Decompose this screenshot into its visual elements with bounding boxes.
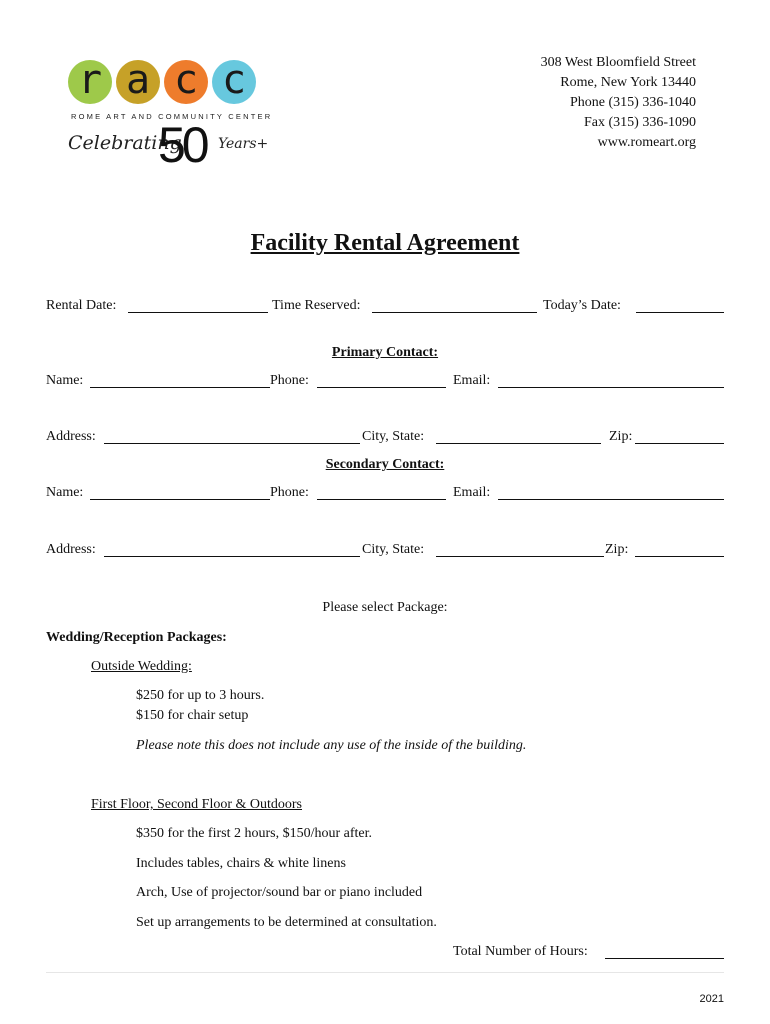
primary-phone-field[interactable] <box>317 375 446 388</box>
logo-circle-a <box>116 57 160 104</box>
secondary-city-state-field[interactable] <box>436 544 604 557</box>
secondary-address-label: Address: <box>46 542 96 557</box>
secondary-address-field[interactable] <box>104 544 360 557</box>
primary-email-field[interactable] <box>498 375 724 388</box>
logo-circle-c1 <box>164 57 208 104</box>
address-block <box>541 53 696 153</box>
primary-name-label: Name: <box>46 373 84 388</box>
rental-date-field[interactable] <box>128 300 268 313</box>
logo-circle-c2 <box>212 57 256 104</box>
logo-letter: c <box>221 57 247 103</box>
secondary-email-field[interactable] <box>498 487 724 500</box>
address-street: 308 West Bloomfield Street <box>540 55 696 70</box>
primary-zip-label: Zip: <box>609 429 633 444</box>
primary-address-field[interactable] <box>104 431 360 444</box>
select-package-prompt: Please select Package: <box>322 600 448 615</box>
primary-phone-label: Phone: <box>270 373 309 388</box>
first-floor-line4: Set up arrangements to be determined at consultation. <box>136 915 437 930</box>
time-reserved-field[interactable] <box>372 300 537 313</box>
footer-divider <box>46 972 724 973</box>
logo-celebrating: Celebrating <box>68 132 182 154</box>
todays-date-label: Today’s Date: <box>543 298 621 313</box>
address-phone: Phone (315) 336-1040 <box>570 95 696 110</box>
secondary-city-state-label: City, State: <box>362 542 425 557</box>
secondary-zip-label: Zip: <box>605 542 629 557</box>
first-floor-heading: First Floor, Second Floor & Outdoors <box>91 797 303 812</box>
logo-circle-r <box>68 57 112 104</box>
first-floor-line3: Arch, Use of projector/sound bar or piano included <box>136 885 423 900</box>
address-city: Rome, New York 13440 <box>560 75 696 90</box>
logo-years: Years+ <box>218 136 269 152</box>
total-hours-field[interactable] <box>605 946 724 959</box>
primary-city-state-field[interactable] <box>436 431 601 444</box>
address-fax: Fax (315) 336-1090 <box>584 115 696 130</box>
logo-letter: r <box>77 57 103 103</box>
primary-address-label: Address: <box>46 429 96 444</box>
secondary-name-field[interactable] <box>90 487 270 500</box>
logo-letter: c <box>173 57 199 103</box>
rental-date-label: Rental Date: <box>46 298 117 313</box>
outside-wedding-note: Please note this does not include any use of the inside of the building. <box>136 738 527 753</box>
outside-wedding-line2: $150 for chair setup <box>136 708 249 723</box>
logo-fifty: 50 <box>158 117 206 173</box>
primary-city-state-label: City, State: <box>362 429 425 444</box>
secondary-name-label: Name: <box>46 485 84 500</box>
first-floor-line1: $350 for the first 2 hours, $150/hour after. <box>136 826 373 841</box>
outside-wedding-heading: Outside Wedding: <box>91 659 192 674</box>
primary-email-label: Email: <box>453 373 491 388</box>
secondary-phone-field[interactable] <box>317 487 446 500</box>
secondary-phone-label: Phone: <box>270 485 309 500</box>
secondary-email-label: Email: <box>453 485 491 500</box>
address-web[interactable]: www.romeart.org <box>597 135 696 150</box>
logo-letter: a <box>125 57 151 103</box>
primary-contact-heading: Primary Contact: <box>331 345 439 360</box>
primary-zip-field[interactable] <box>635 431 724 444</box>
first-floor-line2: Includes tables, chairs & white linens <box>136 856 346 871</box>
logo-subtitle: ROME ART AND COMMUNITY CENTER <box>71 112 273 121</box>
packages-heading: Wedding/Reception Packages: <box>46 630 227 645</box>
primary-name-field[interactable] <box>90 375 270 388</box>
time-reserved-label: Time Reserved: <box>272 298 361 313</box>
racc-logo <box>66 56 286 171</box>
todays-date-field[interactable] <box>636 300 724 313</box>
outside-wedding-line1: $250 for up to 3 hours. <box>136 688 265 703</box>
footer-year: 2021 <box>699 993 724 1005</box>
secondary-zip-field[interactable] <box>635 544 724 557</box>
document-title: Facility Rental Agreement <box>250 230 520 256</box>
total-hours-label: Total Number of Hours: <box>453 944 588 959</box>
secondary-contact-heading: Secondary Contact: <box>325 457 445 472</box>
